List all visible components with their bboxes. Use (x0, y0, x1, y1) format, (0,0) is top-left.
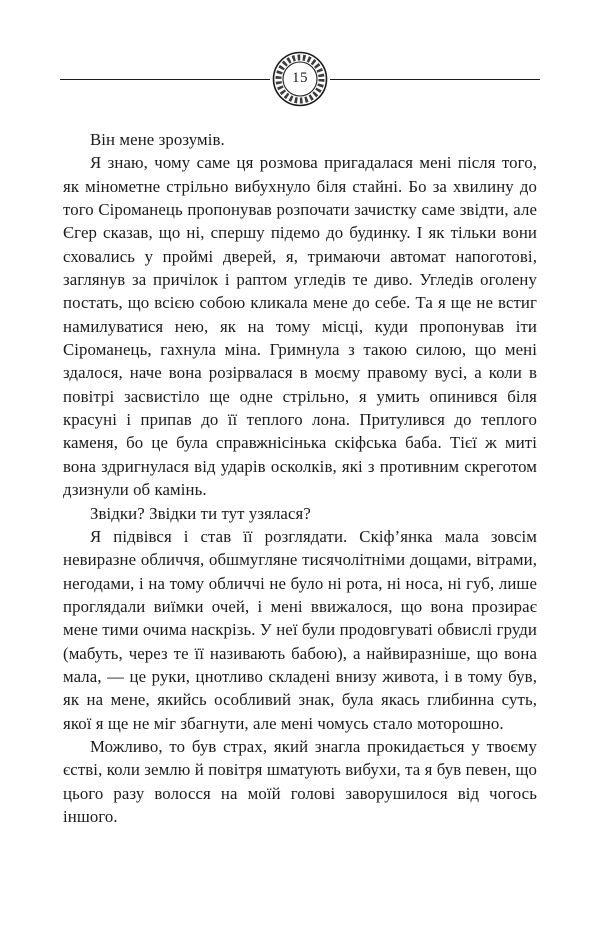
paragraph-4: Я підвівся і став її розглядати. Скіф’янка мала зовсім невиразне обличчя, обшмугляне тисячолітніми дощами, вітрами, негодами, і на тому обличчі не було ні рота, ні носа, ні губ, лише проглядали виїмки очей, і мені ввижалося, що вона прозирає мене тими очима наскрізь. У неї були продовгуваті обвислі груди (мабуть, через те її називають бабою), а найвиразніше, що вона мала, — це руки, цнотливо складені внизу живота, і в тому був, як на мене, якийсь особливий знак, була якась глибинна суть, якої я ще не міг збагнути, але мені чомусь стало моторошно. (63, 526, 537, 733)
header-rule-left (60, 79, 270, 80)
page-header (60, 50, 540, 108)
paragraph-3: Звідки? Звідки ти тут узялася? (90, 503, 311, 523)
paragraph-1: Він мене зрозумів. (90, 130, 225, 149)
page-number-medallion (272, 51, 328, 107)
page-number: 15 (292, 70, 308, 87)
paragraph-5: Можливо, то був страх, який знагла прокидається у твоєму єстві, коли землю й повітря шматують вибухи, та я був певен, що цього разу волосся на моїй голові заворушилося від чогось іншого. (63, 736, 537, 826)
paragraph-2: Я знаю, чому саме ця розмова пригадалася мені після того, як мінометне стрільно вибухнуло біля стайні. Бо за хвилину до того Сіроманець пропонував розпочати зачистку саме звідти, але Єгер сказав, що ні, спершу підемо до будинку. І як тільки вони сховались у проймі дверей, я, тримаючи автомат напоготові, заглянув за причілок і раптом угледів те диво. Угледів оголену постать, що всією собою кликала мене до себе. Та я ще не встиг намилуватися нею, як на тому місці, куди пропонував іти Сіроманець, гахнула міна. Гримнула з такою силою, що мені здалося, наче вона розірвалася в моєму правому вусі, а коли в повітрі засвистіло ще одне стрільно, я умить опинився біля красуні і припав до її теплого лона. Притулився до теплого каменя, бо це була справжнісінька скіфська баба. Тієї ж миті вона здригнулася від ударів осколків, які з противним скреготом дзизнули об камінь. (63, 153, 537, 500)
text-block (63, 128, 537, 828)
header-rule-right (330, 79, 540, 80)
